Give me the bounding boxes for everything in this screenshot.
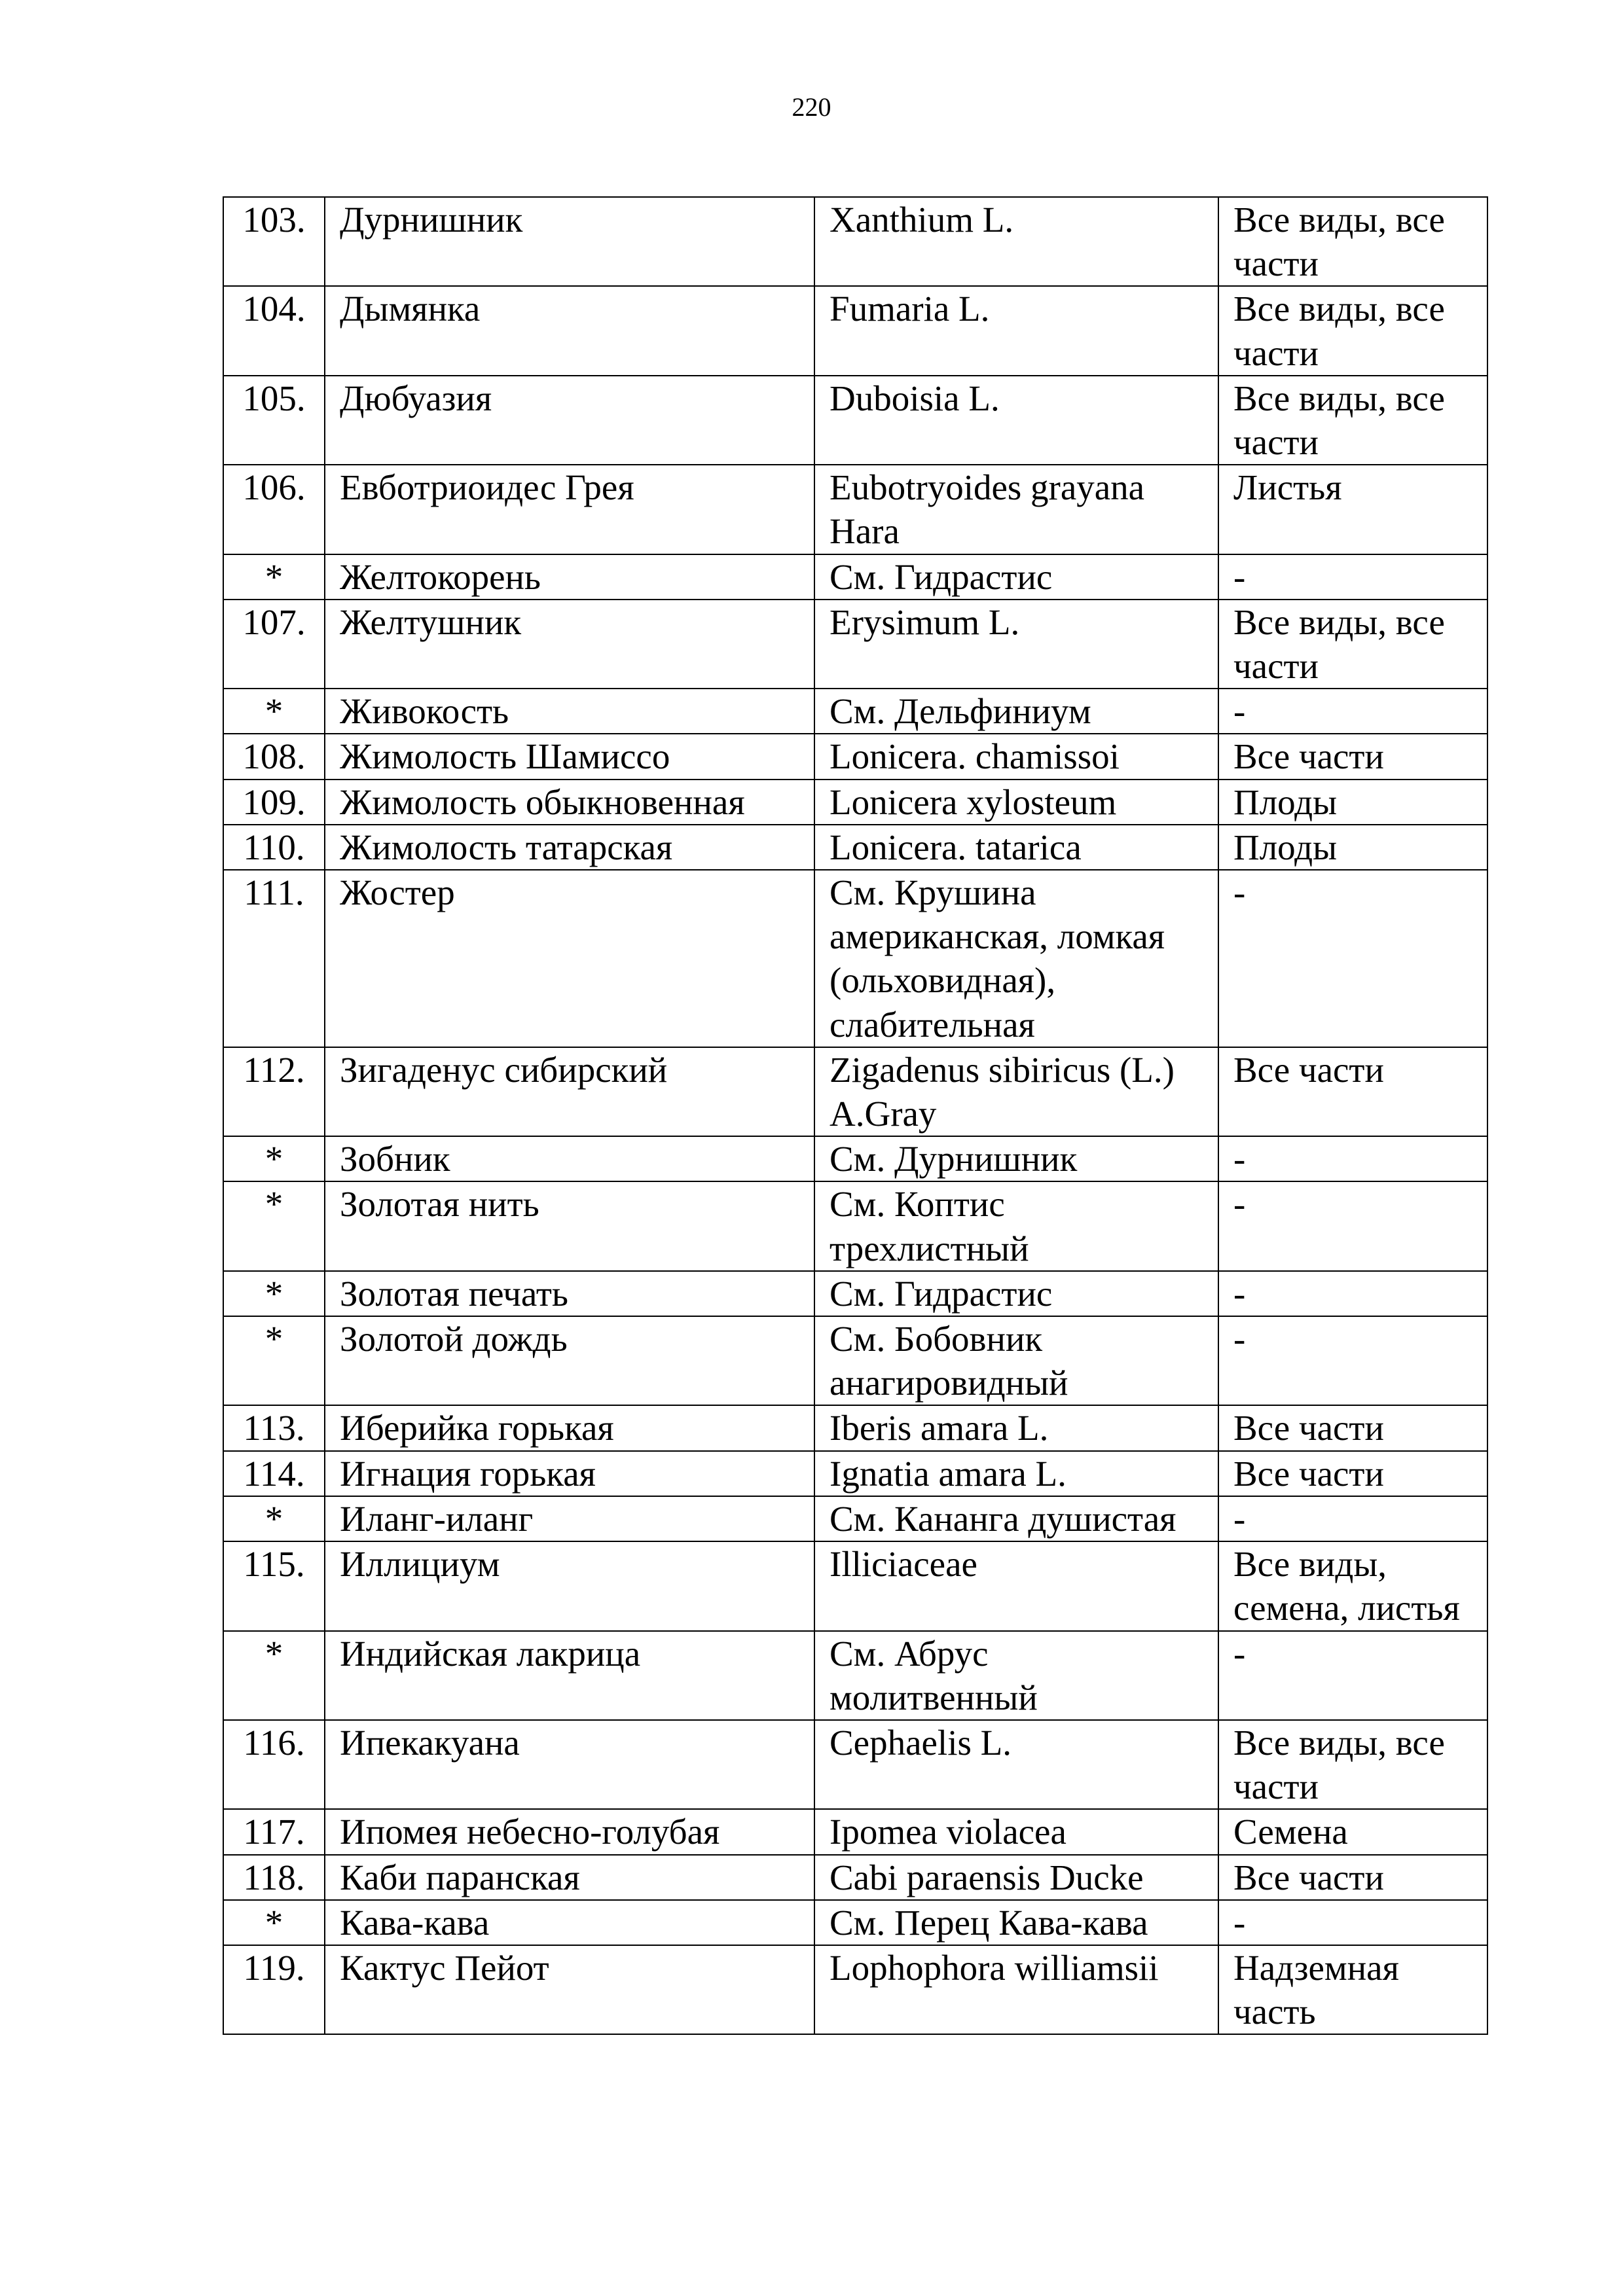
table-row (223, 1316, 1487, 1405)
plant-name-cell: Жимолость татарская (325, 825, 814, 870)
latin-name-cell: Duboisia L. (814, 376, 1218, 465)
table-row (223, 1451, 1487, 1496)
plant-name-cell: Иберийка горькая (325, 1405, 814, 1450)
latin-name-cell: Lonicera xylosteum (814, 780, 1218, 825)
latin-name-cell: См. Дурнишник (814, 1136, 1218, 1181)
plant-part-cell: - (1218, 1181, 1487, 1270)
table-row (223, 554, 1487, 600)
plants-table (223, 196, 1488, 2035)
table-row (223, 689, 1487, 734)
latin-name-cell: Zigadenus sibiricus (L.) A.Gray (814, 1047, 1218, 1136)
row-number-cell: * (223, 1900, 325, 1945)
row-number-cell: 112. (223, 1047, 325, 1136)
plant-part-cell: - (1218, 1136, 1487, 1181)
plant-part-cell: - (1218, 1271, 1487, 1316)
plant-name-cell: Жимолость обыкновенная (325, 780, 814, 825)
latin-name-cell: Iberis amara L. (814, 1405, 1218, 1450)
plant-name-cell: Ипекакуана (325, 1720, 814, 1809)
plant-name-cell: Каби паранская (325, 1855, 814, 1900)
table-row (223, 1900, 1487, 1945)
plant-name-cell: Дымянка (325, 286, 814, 375)
plant-name-cell: Золотая печать (325, 1271, 814, 1316)
table-row (223, 1271, 1487, 1316)
table-row (223, 600, 1487, 689)
row-number-cell: * (223, 1496, 325, 1541)
plant-part-cell: Все части (1218, 1405, 1487, 1450)
latin-name-cell: Fumaria L. (814, 286, 1218, 375)
plant-name-cell: Игнация горькая (325, 1451, 814, 1496)
row-number-cell: 116. (223, 1720, 325, 1809)
table-row (223, 1855, 1487, 1900)
plant-part-cell: Все виды, семена, листья (1218, 1541, 1487, 1630)
plant-name-cell: Золотая нить (325, 1181, 814, 1270)
plant-name-cell: Желтокорень (325, 554, 814, 600)
latin-name-cell: Cabi paraensis Ducke (814, 1855, 1218, 1900)
plant-part-cell: - (1218, 554, 1487, 600)
plant-name-cell: Зобник (325, 1136, 814, 1181)
plant-name-cell: Зигаденус сибирский (325, 1047, 814, 1136)
row-number-cell: 104. (223, 286, 325, 375)
plant-part-cell: - (1218, 1316, 1487, 1405)
plant-name-cell: Жостер (325, 870, 814, 1047)
plant-name-cell: Живокость (325, 689, 814, 734)
plant-part-cell: Все части (1218, 1855, 1487, 1900)
page-number: 220 (792, 92, 831, 122)
plant-part-cell: Все части (1218, 734, 1487, 779)
plant-part-cell: - (1218, 689, 1487, 734)
latin-name-cell: См. Гидрастис (814, 1271, 1218, 1316)
plant-part-cell: - (1218, 1631, 1487, 1720)
row-number-cell: * (223, 1136, 325, 1181)
plant-part-cell: Все части (1218, 1451, 1487, 1496)
table-row (223, 1809, 1487, 1854)
latin-name-cell: Lonicera. chamissoi (814, 734, 1218, 779)
table-row (223, 465, 1487, 554)
plant-name-cell: Иланг-иланг (325, 1496, 814, 1541)
row-number-cell: 105. (223, 376, 325, 465)
table-row (223, 1496, 1487, 1541)
plant-name-cell: Иллициум (325, 1541, 814, 1630)
table-row (223, 1136, 1487, 1181)
plant-name-cell: Жимолость Шамиссо (325, 734, 814, 779)
row-number-cell: 119. (223, 1945, 325, 2034)
row-number-cell: 103. (223, 197, 325, 286)
table-row (223, 1631, 1487, 1720)
row-number-cell: * (223, 1181, 325, 1270)
table-row (223, 1541, 1487, 1630)
row-number-cell: * (223, 554, 325, 600)
latin-name-cell: Lonicera. tatarica (814, 825, 1218, 870)
table-row (223, 734, 1487, 779)
plant-part-cell: Все виды, все части (1218, 286, 1487, 375)
row-number-cell: 109. (223, 780, 325, 825)
row-number-cell: 117. (223, 1809, 325, 1854)
latin-name-cell: См. Перец Кава-кава (814, 1900, 1218, 1945)
row-number-cell: 118. (223, 1855, 325, 1900)
table-row (223, 286, 1487, 375)
plant-part-cell: Листья (1218, 465, 1487, 554)
plant-part-cell: Все части (1218, 1047, 1487, 1136)
plant-part-cell: Все виды, все части (1218, 197, 1487, 286)
row-number-cell: 107. (223, 600, 325, 689)
row-number-cell: * (223, 689, 325, 734)
plant-name-cell: Дурнишник (325, 197, 814, 286)
plant-part-cell: Семена (1218, 1809, 1487, 1854)
row-number-cell: * (223, 1271, 325, 1316)
plant-name-cell: Индийская лакрица (325, 1631, 814, 1720)
plant-part-cell: Все виды, все части (1218, 1720, 1487, 1809)
plant-part-cell: Плоды (1218, 780, 1487, 825)
plant-part-cell: Все виды, все части (1218, 600, 1487, 689)
latin-name-cell: См. Коптис трехлистный (814, 1181, 1218, 1270)
plant-name-cell: Желтушник (325, 600, 814, 689)
plant-name-cell: Евботриоидес Грея (325, 465, 814, 554)
row-number-cell: 111. (223, 870, 325, 1047)
latin-name-cell: Illiciaceae (814, 1541, 1218, 1630)
table-row (223, 870, 1487, 1047)
plant-name-cell: Кактус Пейот (325, 1945, 814, 2034)
table-row (223, 1945, 1487, 2034)
table-row (223, 780, 1487, 825)
table-row (223, 376, 1487, 465)
row-number-cell: 110. (223, 825, 325, 870)
latin-name-cell: См. Кананга душистая (814, 1496, 1218, 1541)
plant-part-cell: - (1218, 870, 1487, 1047)
table-row (223, 1181, 1487, 1270)
plant-name-cell: Золотой дождь (325, 1316, 814, 1405)
table-row (223, 1720, 1487, 1809)
plant-name-cell: Кава-кава (325, 1900, 814, 1945)
row-number-cell: * (223, 1316, 325, 1405)
plant-part-cell: Все виды, все части (1218, 376, 1487, 465)
row-number-cell: 106. (223, 465, 325, 554)
row-number-cell: 114. (223, 1451, 325, 1496)
plant-part-cell: - (1218, 1496, 1487, 1541)
latin-name-cell: Ignatia amara L. (814, 1451, 1218, 1496)
latin-name-cell: Eubotryoides grayana Hara (814, 465, 1218, 554)
plant-part-cell: - (1218, 1900, 1487, 1945)
latin-name-cell: Ipomea violacea (814, 1809, 1218, 1854)
row-number-cell: 113. (223, 1405, 325, 1450)
latin-name-cell: См. Гидрастис (814, 554, 1218, 600)
table-row (223, 825, 1487, 870)
row-number-cell: 108. (223, 734, 325, 779)
latin-name-cell: См. Крушина американская, ломкая (ольховидная), слабительная (814, 870, 1218, 1047)
latin-name-cell: Erysimum L. (814, 600, 1218, 689)
plant-part-cell: Надземная часть (1218, 1945, 1487, 2034)
table-row (223, 1405, 1487, 1450)
plant-part-cell: Плоды (1218, 825, 1487, 870)
table-row (223, 1047, 1487, 1136)
latin-name-cell: Xanthium L. (814, 197, 1218, 286)
latin-name-cell: См. Дельфиниум (814, 689, 1218, 734)
latin-name-cell: См. Бобовник анагировидный (814, 1316, 1218, 1405)
table-body (223, 197, 1487, 2034)
row-number-cell: * (223, 1631, 325, 1720)
table-row (223, 197, 1487, 286)
latin-name-cell: См. Абрус молитвенный (814, 1631, 1218, 1720)
latin-name-cell: Lophophora williamsii (814, 1945, 1218, 2034)
plant-name-cell: Дюбуазия (325, 376, 814, 465)
latin-name-cell: Cephaelis L. (814, 1720, 1218, 1809)
row-number-cell: 115. (223, 1541, 325, 1630)
plant-name-cell: Ипомея небесно-голубая (325, 1809, 814, 1854)
